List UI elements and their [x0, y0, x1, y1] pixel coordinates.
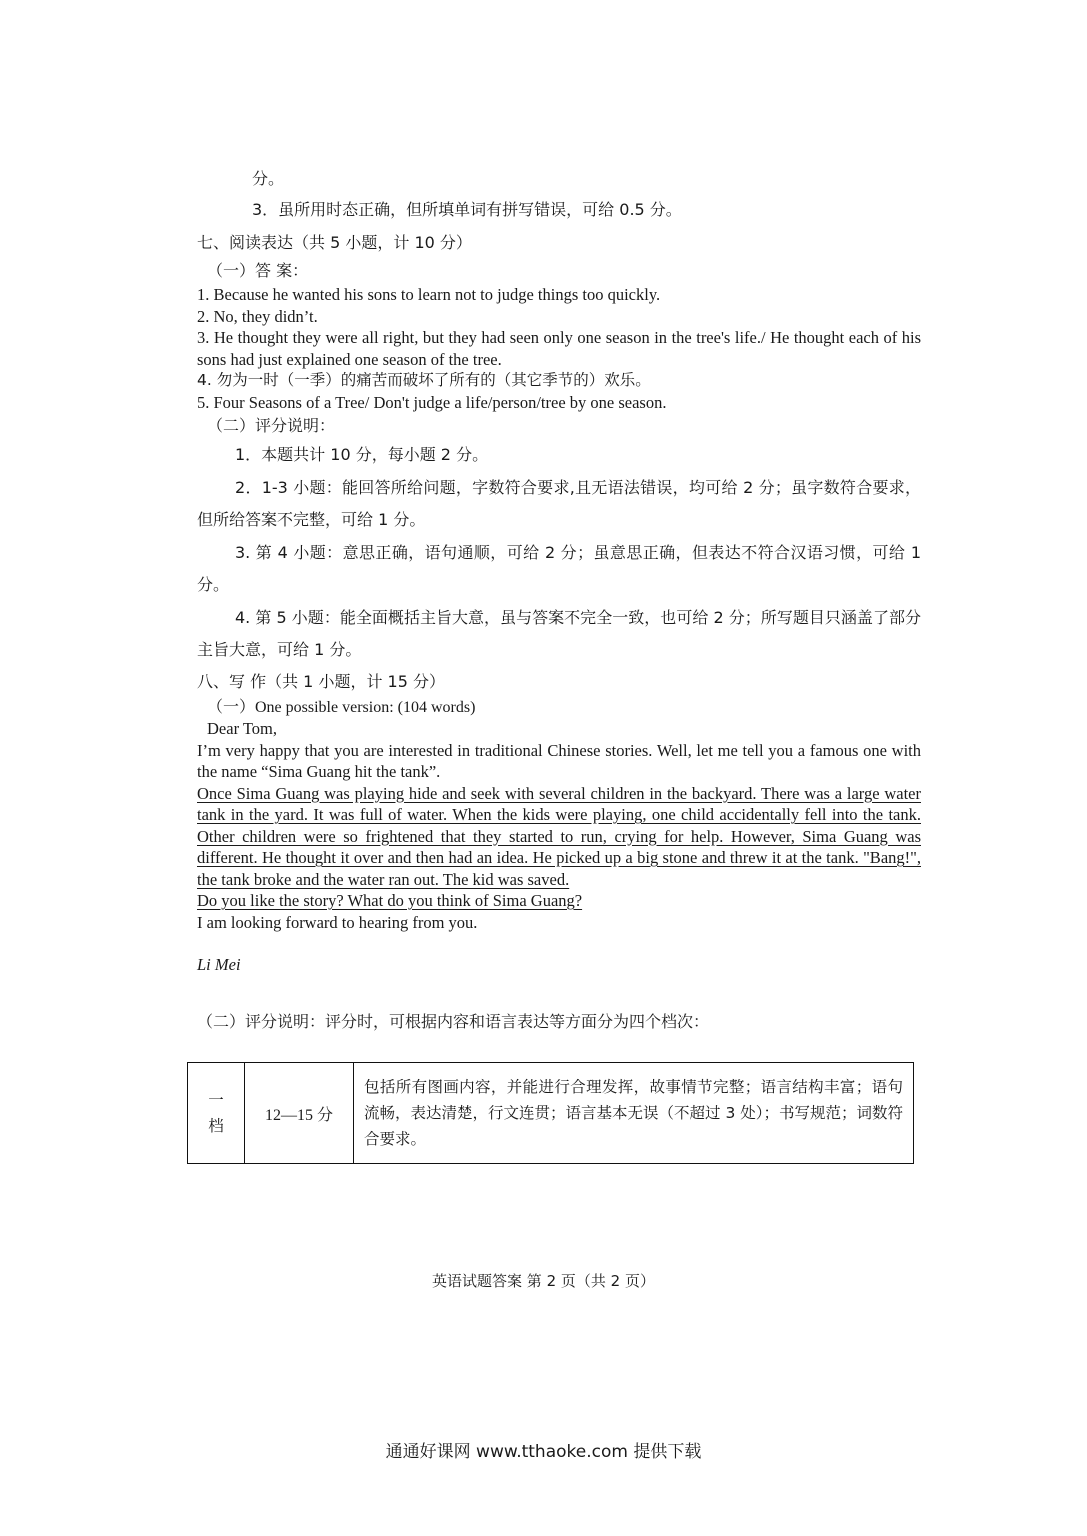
- grade-description: 包括所有图画内容，并能进行合理发挥，故事情节完整；语言结构丰富；语句流畅，表达清楚，行文连贯；语言基本无误（不超过 3 处）；书写规范；词数符合要求。: [354, 1063, 914, 1164]
- answer-4: 4. 勿为一时（一季）的痛苦而破坏了所有的（其它季节的）欢乐。: [197, 371, 651, 389]
- grading-7-rule-4: 4. 第 5 小题：能全面概括主旨大意，虽与答案不完全一致，也可给 2 分；所写题目只涵盖了部分主旨大意，可给 1 分。: [197, 607, 921, 659]
- grading-7-rule-2: 2．1-3 小题：能回答所给问题，字数符合要求,且无语法错误，均可给 2 分；虽字数符合要求，但所给答案不完整，可给 1 分。: [197, 477, 921, 529]
- grading-heading-7: （二）评分说明：: [207, 416, 336, 435]
- grading-rule-3: 3．虽所用时态正确，但所填单词有拼写错误，可给 0.5 分。: [252, 200, 682, 219]
- grading-table-row: [188, 1063, 914, 1164]
- answer-3: 3. He thought they were all right, but they had seen only one season in the tree's life./ He thought each of his sons had just explained one season of the tree.: [197, 328, 921, 369]
- grade-range-cell: [245, 1063, 354, 1164]
- letter-salutation: Dear Tom,: [207, 719, 278, 738]
- answer-2: 2. No, they didn’t.: [197, 306, 318, 326]
- grade-level-cell: [188, 1063, 245, 1164]
- letter-closing: I am looking forward to hearing from you.: [197, 912, 478, 932]
- grading-table: [187, 1062, 914, 1164]
- grade-level: 一档: [208, 1091, 224, 1135]
- letter-signature: Li Mei: [197, 955, 241, 974]
- section-7-title: 七、阅读表达（共 5 小题，计 10 分）: [197, 233, 472, 252]
- section-8-title: 八、写 作（共 1 小题，计 15 分）: [197, 671, 445, 691]
- letter-question: Do you like the story? What do you think of Sima Guang?: [197, 891, 583, 910]
- answer-1: 1. Because he wanted his sons to learn not to judge things too quickly.: [197, 285, 661, 304]
- answer-page: [197, 166, 921, 1037]
- site-credit: 通通好课网 www.tthaoke.com 提供下载: [385, 1442, 702, 1462]
- previous-item-tail: 分。: [252, 169, 285, 188]
- grade-range: 12—15 分: [264, 1106, 333, 1124]
- answer-5: 5. Four Seasons of a Tree/ Don't judge a life/person/tree by one season.: [197, 392, 667, 412]
- page-footer: 英语试题答案 第 2 页（共 2 页）: [432, 1272, 655, 1290]
- letter-story: Once Sima Guang was playing hide and seek with several children in the backyard. There was a large water tank in the yard. It was full of water. When the kids were playing, one child accidentally fell into the tank. Other children were so frightened that they started to run, crying for help. However, Sima Guang was different. He thought it over and then had an idea. He picked up a big stone and threw it at the tank. "Bang!", the tank broke and the water ran out. The kid was saved.: [197, 783, 921, 889]
- letter-intro: I’m very happy that you are interested in traditional Chinese stories. Well, let me tell you a famous one with the name “Sima Guang hit the tank”.: [197, 740, 921, 781]
- sample-version-label: （一）One possible version: (104 words): [207, 698, 476, 716]
- grading-7-rule-3: 3. 第 4 小题：意思正确，语句通顺，可给 2 分；虽意思正确，但表达不符合汉语习惯，可给 1 分。: [197, 542, 921, 594]
- grading-heading-8: （二）评分说明：评分时，可根据内容和语言表达等方面分为四个档次：: [197, 1012, 710, 1031]
- grading-7-rule-1: 1．本题共计 10 分，每小题 2 分。: [235, 445, 489, 464]
- answers-heading: （一）答 案：: [207, 261, 309, 280]
